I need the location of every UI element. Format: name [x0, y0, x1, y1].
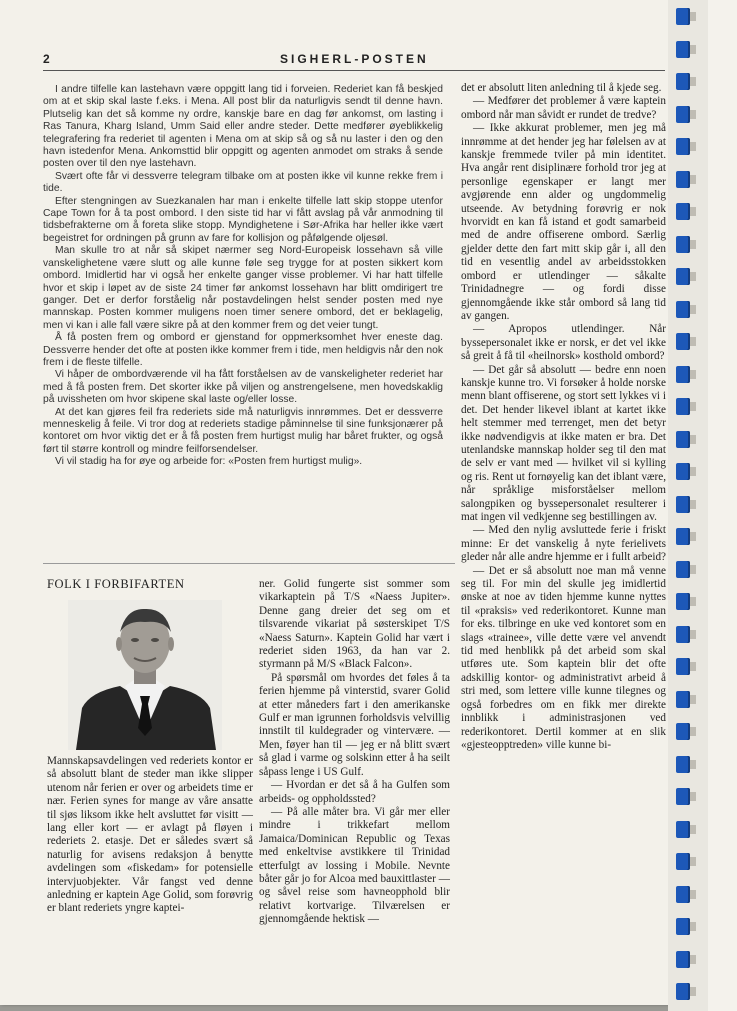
- top-article: [43, 84, 443, 469]
- binding-ring: [676, 788, 690, 805]
- article-paragraph: Svært ofte får vi dessverre telegram tilbake om at posten ikke vil kunne rekke frem i tide.: [43, 170, 443, 195]
- section-divider: [43, 563, 455, 564]
- interview-paragraph: det er absolutt liten anledning til å kjede seg.: [461, 82, 662, 94]
- binding-ring: [676, 626, 690, 643]
- binding-ring: [676, 983, 690, 1000]
- feature-left-column: [47, 755, 253, 916]
- section-title: FOLK I FORBIFARTEN: [47, 577, 185, 591]
- binding-ring: [676, 463, 690, 480]
- binding-ring: [676, 561, 690, 578]
- feature-paragraph: På spørsmål om hvordes det føles å ta ferien hjemme på vinterstid, svarer Golid at etter måneders fart i den amerikanske Gulf er man igrunnen forholdsvis velvillig innstilt til kuldegrader og vintervære. — Men, føyer han til — jeg er nå blitt svært så glad i varme og solskinn etter å ha seilt såpass lenge i US Gulf.: [259, 671, 450, 778]
- binding-ring: [676, 821, 690, 838]
- next-page-edge: [708, 0, 737, 1011]
- interview-paragraph: — Medfører det problemer å være kaptein ombord når man såvidt er rundet de tredve?: [461, 95, 666, 121]
- binding-ring: [676, 41, 690, 58]
- interview-paragraph: — Det går så absolutt — bedre enn noen kanskje kunne tro. Vi forsøker å holde norske menn blant offiserene, og stort sett lykkes vi i det. Det hender likevel iblant at kartet ikke helt stemmer med terrenget, men det betyr ikke nødvendigvis at ikke maten er bra. Det utenlandske mannskap holder seg til den mat de selv er vant med — hvilket vil si kylling og ris. Rent ut fornøyelig kan det iblant være, når språklige misforståelser mellom salongpiken og byssepersonalet resulterer i mat ingen vil vedkjenne seg bestillingen av.: [461, 363, 666, 523]
- binding-ring: [676, 886, 690, 903]
- binding-ring: [676, 853, 690, 870]
- binding-ring: [676, 918, 690, 935]
- interview-paragraph: — Det er så absolutt noe man må venne seg til. For min del skulle jeg imidlertid ønske at noe av tiden hjemme kunne nyttes til «praksis» ved rederikontoret. Kunne man for eks. tilbringe en uke ved kontoret som en slags «trainee», ville dette være vel anvendt tid med henblikk på det arbeid som skal utføres ute. Som kaptein blir det ofte adskillig kontor- og administrativt arbeid å stri med, som lettere ville kunne tilegnes og også forbedres om en fikk mer direkte innblikk i administrasjonen ved rederikontoret. Dertil kommer at en slik «gjesteopptreden» ville kunne bi-: [461, 564, 666, 751]
- binding-ring: [676, 138, 690, 155]
- article-paragraph: Efter stengningen av Suezkanalen har man i enkelte tilfelle latt skip stoppe utenfor Cape Town for å ta post ombord. I den siste tid har vi fått avslag på vår anmodning til tidsbefrakterne om å foreta slike stopp. Myndighetene i Sør-Afrika har heller ikke vært begeistret for ordningen på grunn av fare for kollisjon og påfølgende oljesøl.: [43, 195, 443, 244]
- binding-ring: [676, 73, 690, 90]
- binding-ring: [676, 756, 690, 773]
- binding-ring: [676, 333, 690, 350]
- article-paragraph: Vi håper de ombordværende vil ha fått forståelsen av de vanskeligheter rederiet har med å få posten frem. Det skorter ikke på viljen og anstrengelsene, men hovedskaklig på uvissheten om hvor skipene skal laste og/eller losse.: [43, 369, 443, 406]
- page-number: 2: [43, 52, 50, 66]
- portrait-photo: [68, 600, 222, 750]
- binding-ring: [676, 398, 690, 415]
- portrait-photo-icon: [68, 600, 222, 750]
- feature-paragraph: — På alle måter bra. Vi går mer eller mindre i trikkefart mellom Jamaica/Dominican Republic og Texas med enkeltvise avstikkere til Trinidad etterfulgt av lossing i Mobile. Nevnte båter går jo for Alcoa med bauxittlaster — og såvel reise som havneopphold blir relativt kortvarige. Tilværelsen er gjennomgående hektisk —: [259, 805, 450, 926]
- header-rule: [43, 70, 665, 71]
- binding-ring: [676, 496, 690, 513]
- spiral-binding: [668, 0, 737, 1011]
- binding-ring: [676, 301, 690, 318]
- binding-ring: [676, 8, 690, 25]
- right-column-article: [461, 82, 666, 752]
- article-paragraph: At det kan gjøres feil fra rederiets side må naturligvis innrømmes. Det er dessverre menneskelig å feile. Vi tror dog at rederiets stadige påminnelse til sine funksjonærer på kontoret om hvor viktig det er å få posten frem hurtigst mulig har båret frukter, og også ført til større kontroll og mindre feilforsendelser.: [43, 406, 443, 455]
- binding-ring: [676, 106, 690, 123]
- binding-ring: [676, 236, 690, 253]
- interview-paragraph: — Ikke akkurat problemer, men jeg må innrømme at det hender jeg har følelsen av at kanskje fremmede tviler på min identitet. Hva angår rent disiplinære forhold tror jeg at personlige egenskaper er langt mer avgjørende enn alder og ungdommelig utseende. Av betydning forøvrig er nok hvorvidt en kan få istand et godt samarbeid med de andre offiserene ombord. Særlig gjelder dette den fart mitt skip går i, all den tid en vesentlig andel av arbeidsstokken ombord er utlendinger — såkalte Trinidadnegre — og fordi disse gjennomgående ikke står ombord så lang tid av gangen.: [461, 122, 666, 322]
- binding-ring: [676, 951, 690, 968]
- binding-ring: [676, 723, 690, 740]
- binding-ring: [676, 431, 690, 448]
- binding-ring: [676, 366, 690, 383]
- binding-ring: [676, 658, 690, 675]
- binding-ring: [676, 593, 690, 610]
- article-paragraph: Man skulle tro at når så skipet nærmer seg Nord-Europeisk lossehavn så ville vanskelighetene være slutt og alle kunne føle seg trygge for at posten sikkert kom ombord. Imidlertid har vi også her enkelte ganger visse problemer. Vi har hatt tilfelle hvor et skip i løpet av de siste 24 timer før ankomst lossehavn har blitt omdirigert tre ganger. Det er derfor forståelig når postavdelingen helst sender posten med nye mannskap. Posten kommer muligens noen timer senere ombord, det er beklagelig, men vi kan i alle fall være sikre på at den kommer frem og det veier tungt.: [43, 245, 443, 331]
- interview-paragraph: — Apropos utlendinger. Når byssepersonalet ikke er norsk, er det vel ikke så greit å få til «heilnorsk» kosthold ombord?: [461, 323, 666, 363]
- binding-ring: [676, 268, 690, 285]
- feature-paragraph: Mannskapsavdelingen ved rederiets kontor er så absolutt blant de steder man ikke slipper utenom når ferien er over og arbeidets time er nær. Ferien synes for mange av våre ansatte til sjøs liksom ikke helt avsluttet før visitt — lang eller kort — er avlagt på fløyen i rederiets 2. etasje. Det er således svært så naturlig for avisens redaksjon å benytte avdelingen som «fiskedam» for potensielle intervjuobjekter. Vår fangst ved denne anledning er kaptein Age Golid, som forøvrig er blant rederiets yngre kaptei-: [47, 755, 253, 915]
- interview-paragraph: — Med den nylig avsluttede ferie i friskt minne: Er det vanskelig å nyte ferielivets gleder når alle andre hjemme er i fullt arbeid?: [461, 524, 667, 564]
- feature-middle-column: [259, 578, 450, 927]
- binding-ring: [676, 203, 690, 220]
- article-paragraph: Å få posten frem og ombord er gjenstand for oppmerksomhet hver eneste dag. Dessverre hender det ofte at posten ikke kommer frem i tide, men heldigvis når den nok frem i de fleste tilfelle.: [43, 332, 443, 368]
- binding-ring: [676, 528, 690, 545]
- masthead-title: SIGHERL-POSTEN: [280, 52, 429, 66]
- feature-paragraph: ner. Golid fungerte sist sommer som vikarkaptein på T/S «Naess Jupiter». Denne gang dreier det seg om et tilsvarende vikariat på søsterskipet T/S «Naess Saturn». Kaptein Golid har vært i rederiet siden 1963, da han var 2. styrmann på M/S «Black Falcon».: [259, 578, 450, 671]
- article-paragraph: Vi vil stadig ha for øye og arbeide for: «Posten frem hurtigst mulig».: [55, 456, 363, 468]
- binding-ring: [676, 691, 690, 708]
- feature-paragraph: — Hvordan er det så å ha Gulfen som arbeids- og oppholdssted?: [259, 779, 450, 805]
- binding-ring: [676, 171, 690, 188]
- article-paragraph: I andre tilfelle kan lastehavn være oppgitt lang tid i forveien. Rederiet kan få beskjed om at et skip skal laste f.eks. i Mena. All post blir da naturligvis sendt til denne havn. Plutselig kan det så komme ny ordre, kanskje bare en dag før ankomst, om lasting i Ras Tanura, Kharg Island, Umm Said eller andre steder. Dette medfører øyeblikkelig telegrafering fra rederiet til agenten i Mena om at skip så og så nu laster i den og den havn istedenfor Mena. Ankomsttid blir oppgitt og agenten anmodet om straks å sende posten over til den nye lastehavn.: [43, 84, 443, 170]
